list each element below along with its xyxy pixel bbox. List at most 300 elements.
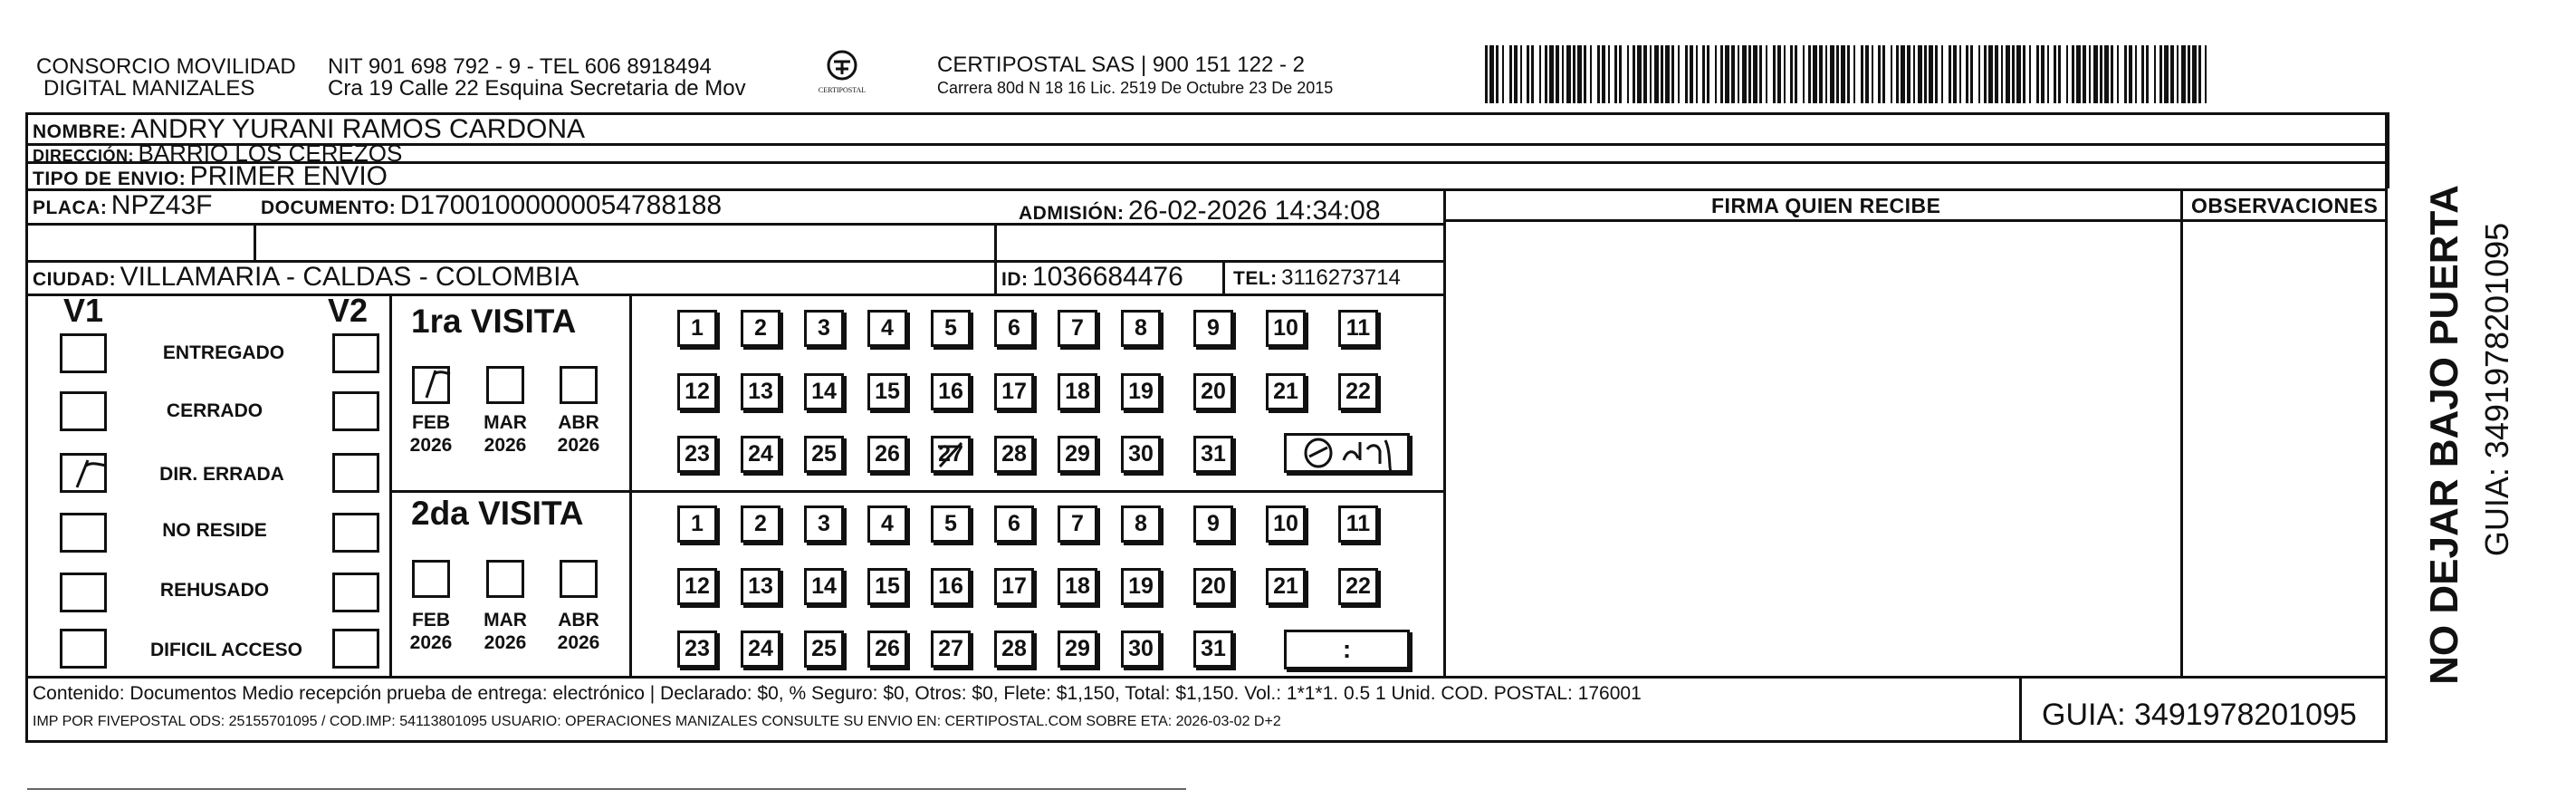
day-number: 8 <box>1135 315 1147 341</box>
first-visit-day-8[interactable] <box>1121 310 1161 347</box>
barcode-bar <box>2076 45 2081 103</box>
admision-value: 26-02-2026 14:34:08 <box>1127 196 1381 226</box>
day-number: 7 <box>1071 511 1084 536</box>
barcode-bar <box>1777 45 1781 103</box>
first-visit-month-mar: MAR 2026 <box>484 412 527 456</box>
barcode-bar <box>1819 45 1823 103</box>
first-visit-day-25[interactable] <box>804 436 844 473</box>
carrier-address: Carrera 80d N 18 16 Lic. 2519 De Octubre 23 De 2015 <box>937 79 1334 97</box>
side-guia: GUIA: 3491978201095 <box>2478 222 2515 557</box>
day-number: 14 <box>811 379 837 404</box>
barcode-bar <box>1872 45 1873 103</box>
barcode-bar <box>1896 45 1899 103</box>
first-visit-day-13[interactable] <box>741 373 780 410</box>
barcode-bar <box>2170 45 2174 103</box>
first-visit-day-24[interactable] <box>741 436 780 473</box>
documento-value: D17001000000054788188 <box>399 190 723 220</box>
day-number: 28 <box>1001 636 1027 661</box>
barcode-bar <box>1702 45 1705 103</box>
status-cerrado: CERRADO <box>166 400 263 421</box>
barcode-bar <box>1742 45 1747 103</box>
barcode-bar <box>1678 45 1680 103</box>
day-number: 9 <box>1207 315 1220 341</box>
day-number: 30 <box>1128 441 1154 467</box>
barcode-bar <box>2135 45 2137 103</box>
company-name-line1: CONSORCIO MOVILIDAD <box>36 54 296 79</box>
barcode-bar <box>1527 45 1529 103</box>
nombre-label: NOMBRE: <box>33 121 127 142</box>
barcode-bar <box>2066 45 2068 103</box>
barcode <box>1485 45 2209 103</box>
second-visit-title: 2da VISITA <box>411 495 584 532</box>
barcode-bar <box>1685 45 1688 103</box>
barcode-bar <box>2036 45 2039 103</box>
status-no-reside: NO RESIDE <box>162 520 267 541</box>
barcode-bar <box>1795 45 1797 103</box>
barcode-bar <box>1520 45 1522 103</box>
barcode-bar <box>1995 45 1998 103</box>
day-number: 17 <box>1001 379 1027 404</box>
day-number: 11 <box>1345 511 1371 536</box>
barcode-bar <box>2016 45 2021 103</box>
first-visit-day-18[interactable] <box>1058 373 1097 410</box>
barcode-bar <box>1808 45 1811 103</box>
second-visit-month-mar-checkbox[interactable] <box>486 560 524 598</box>
barcode-bar <box>1590 45 1592 103</box>
barcode-bar <box>1978 45 1980 103</box>
barcode-bar <box>2001 45 2003 103</box>
barcode-bar <box>2023 45 2025 103</box>
company-name-line2: DIGITAL MANIZALES <box>43 76 255 101</box>
barcode-bar <box>1614 45 1617 103</box>
barcode-bar <box>1696 45 1698 103</box>
first-visit-day-2[interactable] <box>741 310 780 347</box>
first-visit-month-feb-checkbox[interactable] <box>412 366 450 404</box>
day-number: 28 <box>1001 441 1027 467</box>
barcode-bar <box>1901 45 1905 103</box>
day-number: 18 <box>1065 573 1090 599</box>
day-number: 17 <box>1001 573 1027 599</box>
second-visit-day-20[interactable] <box>1193 568 1233 605</box>
barcode-bar <box>1633 45 1635 103</box>
barcode-bar <box>2047 45 2049 103</box>
tipo-envio-value: PRIMER ENVIO <box>189 161 388 191</box>
second-visit-day-6[interactable] <box>994 505 1034 543</box>
barcode-bar <box>1988 45 1993 103</box>
side-warning: NO DEJAR BAJO PUERTA <box>2422 185 2466 685</box>
certipostal-logo <box>815 49 869 101</box>
v2-checkbox-entregado[interactable] <box>332 333 379 373</box>
v2-label: V2 <box>328 292 369 329</box>
admision-label: ADMISIÓN: <box>1019 203 1125 224</box>
id-label: ID: <box>1001 269 1029 290</box>
barcode-bar <box>2129 45 2132 103</box>
barcode-bar <box>1671 45 1674 103</box>
status-dir-errada: DIR. ERRADA <box>159 464 284 485</box>
barcode-bar <box>1865 45 1869 103</box>
first-visit-day-20[interactable] <box>1193 373 1233 410</box>
second-visit-month-feb-checkbox[interactable] <box>412 560 450 598</box>
barcode-bar <box>2054 45 2056 103</box>
first-visit-day-19[interactable] <box>1121 373 1161 410</box>
tel-value: 3116273714 <box>1281 265 1401 290</box>
second-visit-month-abr-checkbox[interactable] <box>560 560 598 598</box>
barcode-bar <box>1830 45 1834 103</box>
day-number: 10 <box>1273 315 1298 341</box>
first-visit-month-mar-checkbox[interactable] <box>486 366 524 404</box>
day-number: 20 <box>1201 573 1226 599</box>
barcode-bar <box>1941 45 1943 103</box>
tel-label: TEL: <box>1233 268 1278 289</box>
barcode-bar <box>2093 45 2098 103</box>
second-visit-day-8[interactable] <box>1121 505 1161 543</box>
second-visit-day-17[interactable] <box>994 568 1034 605</box>
bottom-rule <box>27 788 1186 790</box>
barcode-bar <box>1496 45 1499 103</box>
second-visit-day-29[interactable] <box>1058 631 1097 668</box>
company-address: Cra 19 Calle 22 Esquina Secretaria de Mov <box>328 76 746 101</box>
barcode-bar <box>2089 45 2091 103</box>
barcode-bar <box>2029 45 2031 103</box>
day-number: 5 <box>944 315 957 341</box>
day-number: 11 <box>1345 315 1371 341</box>
second-visit-day-30[interactable] <box>1121 631 1161 668</box>
direccion-label: DIRECCIÓN: <box>33 147 134 165</box>
barcode-bar <box>1784 45 1786 103</box>
firma-header: FIRMA QUIEN RECIBE <box>1711 194 1941 217</box>
id-value: 1036684476 <box>1031 262 1183 292</box>
day-number: 14 <box>811 573 837 599</box>
barcode-bar <box>1566 45 1571 103</box>
barcode-bar <box>2181 45 2186 103</box>
direccion-value: BARRIO LOS CEREZOS <box>138 140 403 167</box>
strike-mark-icon <box>931 436 971 473</box>
barcode-bar <box>1573 45 1575 103</box>
first-visit-day-15[interactable] <box>867 373 907 410</box>
barcode-bar <box>1720 45 1723 103</box>
barcode-bar <box>1753 45 1757 103</box>
second-visit-month-abr: ABR 2026 <box>557 610 600 653</box>
observaciones-header: OBSERVACIONES <box>2191 194 2379 217</box>
nombre-value: ANDRY YURANI RAMOS CARDONA <box>130 114 586 144</box>
barcode-bar <box>1748 45 1751 103</box>
day-number: 24 <box>748 441 773 467</box>
first-visit-day-22[interactable] <box>1338 373 1378 410</box>
day-number: 23 <box>685 636 710 661</box>
day-number: 22 <box>1345 573 1371 599</box>
v1-checkbox-rehusado[interactable] <box>60 573 107 612</box>
barcode-bar <box>1803 45 1805 103</box>
day-number: 15 <box>875 573 900 599</box>
day-number: 13 <box>748 573 773 599</box>
barcode-bar <box>1514 45 1518 103</box>
signature-area[interactable] <box>1446 222 2179 675</box>
tipo-envio-row <box>33 161 388 192</box>
barcode-bar <box>1959 45 1961 103</box>
second-visit-day-28[interactable] <box>994 631 1034 668</box>
barcode-bar <box>2111 45 2113 103</box>
handwritten-time-mark <box>1284 433 1410 473</box>
documento-label: DOCUMENTO: <box>261 197 397 218</box>
day-number: 20 <box>1201 379 1226 404</box>
day-number: 21 <box>1273 573 1298 599</box>
barcode-bar <box>1602 45 1605 103</box>
day-number: 16 <box>938 379 963 404</box>
first-visit-day-5[interactable] <box>931 310 971 347</box>
day-number: 21 <box>1273 379 1298 404</box>
second-visit-day-5[interactable] <box>931 505 971 543</box>
day-number: 25 <box>811 636 837 661</box>
barcode-bar <box>1545 45 1547 103</box>
v2-checkbox-dir-errada[interactable] <box>332 453 379 493</box>
v1-label: V1 <box>63 292 104 329</box>
first-visit-day-28[interactable] <box>994 436 1034 473</box>
first-visit-day-30[interactable] <box>1121 436 1161 473</box>
day-number: 15 <box>875 379 900 404</box>
barcode-bar <box>1847 45 1850 103</box>
barcode-bar <box>1970 45 1973 103</box>
second-visit-day-23[interactable] <box>677 631 717 668</box>
day-number: 6 <box>1008 511 1020 536</box>
day-number: 26 <box>875 441 900 467</box>
first-visit-day-9[interactable] <box>1193 310 1233 347</box>
second-visit-day-19[interactable] <box>1121 568 1161 605</box>
status-entregado: ENTREGADO <box>162 342 285 363</box>
first-visit-day-6[interactable] <box>994 310 1034 347</box>
first-visit-day-27[interactable] <box>931 436 971 473</box>
barcode-bar <box>1953 45 1957 103</box>
v1-checkbox-dificil-acceso[interactable] <box>60 629 107 669</box>
second-visit-day-11[interactable] <box>1338 505 1378 543</box>
first-visit-title: 1ra VISITA <box>411 303 577 340</box>
day-number: 7 <box>1071 315 1084 341</box>
day-number: 13 <box>748 379 773 404</box>
day-number: 4 <box>881 511 894 536</box>
barcode-bar <box>1549 45 1554 103</box>
tel-field <box>1233 265 1401 291</box>
second-visit-day-12[interactable] <box>677 568 717 605</box>
first-visit-month-abr: ABR 2026 <box>557 412 600 456</box>
second-visit-day-31[interactable] <box>1193 631 1233 668</box>
v1-checkbox-cerrado[interactable] <box>60 391 107 431</box>
check-mark-icon <box>412 365 455 403</box>
ciudad-label: CIUDAD: <box>33 269 117 290</box>
first-visit-day-17[interactable] <box>994 373 1034 410</box>
second-visit-day-22[interactable] <box>1338 568 1378 605</box>
tipo-envio-label: TIPO DE ENVIO: <box>33 168 187 189</box>
day-number: 10 <box>1273 511 1298 536</box>
first-visit-day-10[interactable] <box>1266 310 1306 347</box>
barcode-bar <box>2164 45 2169 103</box>
day-number: 8 <box>1135 511 1147 536</box>
barcode-bar <box>1924 45 1927 103</box>
barcode-bar <box>1731 45 1735 103</box>
second-visit-day-18[interactable] <box>1058 568 1097 605</box>
v2-checkbox-dificil-acceso[interactable] <box>332 629 379 669</box>
day-number: 22 <box>1345 379 1371 404</box>
second-visit-day-7[interactable] <box>1058 505 1097 543</box>
barcode-bar <box>1984 45 1987 103</box>
day-number: 18 <box>1065 379 1090 404</box>
barcode-bar <box>1836 45 1839 103</box>
first-visit-day-21[interactable] <box>1266 373 1306 410</box>
barcode-bar <box>2192 45 2197 103</box>
barcode-bar <box>1766 45 1767 103</box>
day-number: 25 <box>811 441 837 467</box>
barcode-bar <box>1715 45 1717 103</box>
check-mark-icon <box>61 453 115 493</box>
second-visit-time-box[interactable] <box>1284 630 1410 669</box>
first-visit-day-12[interactable] <box>677 373 717 410</box>
barcode-bar <box>1949 45 1951 103</box>
second-visit-day-14[interactable] <box>804 568 844 605</box>
admision-field <box>1019 196 1381 226</box>
footer-guia: GUIA: 3491978201095 <box>2042 698 2357 732</box>
day-number: 1 <box>691 315 704 341</box>
barcode-bar <box>1654 45 1659 103</box>
first-visit-day-16[interactable] <box>931 373 971 410</box>
second-visit-day-27[interactable] <box>931 631 971 668</box>
barcode-bar <box>1966 45 1968 103</box>
barcode-bar <box>1790 45 1793 103</box>
second-visit-day-1[interactable] <box>677 505 717 543</box>
v1-checkbox-no-reside[interactable] <box>60 513 107 553</box>
barcode-bar <box>1489 45 1494 103</box>
second-visit-month-feb: FEB 2026 <box>409 610 453 653</box>
logo-text: CERTIPOSTAL <box>818 86 867 94</box>
barcode-bar <box>2159 45 2162 103</box>
first-visit-day-7[interactable] <box>1058 310 1097 347</box>
barcode-bar <box>1509 45 1512 103</box>
day-number: 2 <box>754 511 767 536</box>
barcode-bar <box>1738 45 1739 103</box>
second-visit-day-16[interactable] <box>931 568 971 605</box>
documento-field <box>261 190 722 221</box>
second-visit-day-21[interactable] <box>1266 568 1306 605</box>
first-visit-day-23[interactable] <box>677 436 717 473</box>
second-visit-day-3[interactable] <box>804 505 844 543</box>
ciudad-field <box>33 262 579 293</box>
second-visit-day-15[interactable] <box>867 568 907 605</box>
company-nit: NIT 901 698 792 - 9 - TEL 606 8918494 <box>328 54 712 79</box>
barcode-bar <box>1627 45 1629 103</box>
day-number: 19 <box>1128 379 1154 404</box>
barcode-bar <box>2041 45 2045 103</box>
barcode-bar <box>2188 45 2190 103</box>
second-visit-day-4[interactable] <box>867 505 907 543</box>
barcode-bar <box>2006 45 2010 103</box>
v1-checkbox-dir-errada[interactable] <box>60 453 107 493</box>
first-visit-month-abr-checkbox[interactable] <box>560 366 598 404</box>
barcode-bar <box>1650 45 1652 103</box>
barcode-bar <box>1813 45 1817 103</box>
barcode-bar <box>2058 45 2061 103</box>
day-number: 29 <box>1065 636 1090 661</box>
day-number: 16 <box>938 573 963 599</box>
barcode-bar <box>1878 45 1881 103</box>
status-rehusado: REHUSADO <box>159 580 270 601</box>
second-visit-day-25[interactable] <box>804 631 844 668</box>
day-number: 3 <box>818 511 830 536</box>
observations-area[interactable] <box>2183 222 2386 675</box>
second-visit-day-9[interactable] <box>1193 505 1233 543</box>
barcode-bar <box>1584 45 1586 103</box>
day-number: 29 <box>1065 441 1090 467</box>
v1-checkbox-entregado[interactable] <box>60 333 107 373</box>
first-visit-day-14[interactable] <box>804 373 844 410</box>
barcode-bar <box>1608 45 1610 103</box>
barcode-bar <box>1825 45 1827 103</box>
barcode-bar <box>2154 45 2156 103</box>
first-visit-day-26[interactable] <box>867 436 907 473</box>
barcode-bar <box>1556 45 1559 103</box>
barcode-bar <box>1690 45 1693 103</box>
day-number: 3 <box>818 315 830 341</box>
v2-checkbox-rehusado[interactable] <box>332 573 379 612</box>
first-visit-day-3[interactable] <box>804 310 844 347</box>
day-number: 26 <box>875 636 900 661</box>
v2-checkbox-cerrado[interactable] <box>332 391 379 431</box>
first-visit-day-29[interactable] <box>1058 436 1097 473</box>
certipostal-logo-icon <box>824 49 860 82</box>
day-number: 9 <box>1207 511 1220 536</box>
barcode-bar <box>2141 45 2144 103</box>
second-visit-day-10[interactable] <box>1266 505 1306 543</box>
status-dificil-acceso: DIFICIL ACCESO <box>149 640 302 660</box>
barcode-bar <box>1725 45 1729 103</box>
barcode-bar <box>2177 45 2179 103</box>
day-number: 23 <box>685 441 710 467</box>
barcode-bar <box>1841 45 1845 103</box>
first-visit-day-31[interactable] <box>1193 436 1233 473</box>
placa-value: NPZ43F <box>110 190 213 220</box>
first-visit-day-4[interactable] <box>867 310 907 347</box>
second-visit-day-2[interactable] <box>741 505 780 543</box>
day-number: 31 <box>1201 441 1226 467</box>
first-visit-day-11[interactable] <box>1338 310 1378 347</box>
second-visit-day-13[interactable] <box>741 568 780 605</box>
v2-checkbox-no-reside[interactable] <box>332 513 379 553</box>
barcode-bar <box>2124 45 2127 103</box>
barcode-bar <box>2012 45 2015 103</box>
day-number: 2 <box>754 315 767 341</box>
ciudad-value: VILLAMARIA - CALDAS - COLOMBIA <box>120 262 579 292</box>
barcode-bar <box>2072 45 2074 103</box>
barcode-bar <box>1539 45 1541 103</box>
day-number: 31 <box>1201 636 1226 661</box>
day-number: 19 <box>1128 573 1154 599</box>
barcode-bar <box>1619 45 1622 103</box>
day-number: 30 <box>1128 636 1154 661</box>
barcode-bar <box>2146 45 2149 103</box>
first-visit-day-1[interactable] <box>677 310 717 347</box>
barcode-bar <box>1707 45 1709 103</box>
day-number: 4 <box>881 315 894 341</box>
first-visit-time-box[interactable] <box>1284 433 1410 473</box>
day-number: 27 <box>938 441 963 467</box>
second-visit-day-26[interactable] <box>867 631 907 668</box>
barcode-bar <box>1661 45 1663 103</box>
first-visit-month-feb: FEB 2026 <box>409 412 453 456</box>
footer-content-line: Contenido: Documentos Medio recepción prueba de entrega: electrónico | Declarado: $0, % Seguro: $0, Otros: $0, Flete: $1,150, Total: $1,150. Vol.: 1*1*1. 0.5 1 Unid. COD. POSTAL: 176001 <box>33 683 1642 704</box>
second-visit-month-mar: MAR 2026 <box>484 610 527 653</box>
second-visit-day-24[interactable] <box>741 631 780 668</box>
barcode-bar <box>1597 45 1600 103</box>
day-number: 12 <box>685 573 710 599</box>
barcode-bar <box>1665 45 1670 103</box>
barcode-bar <box>1531 45 1534 103</box>
carrier-name: CERTIPOSTAL SAS | 900 151 122 - 2 <box>937 53 1305 77</box>
